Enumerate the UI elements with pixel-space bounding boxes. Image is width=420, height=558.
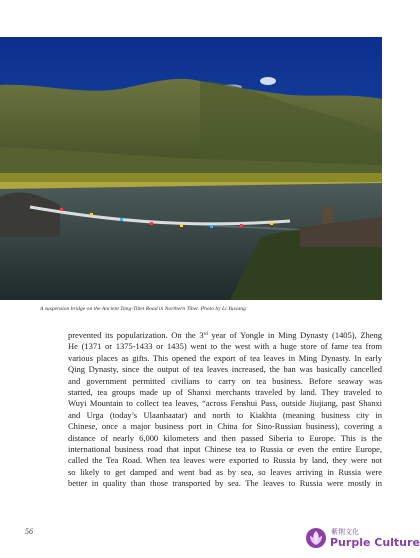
- body-line: international business road that input Chinese tea to Russia or even the entire Europe,: [68, 444, 382, 455]
- brand-chinese-name: 紫荆文化: [331, 528, 359, 536]
- photo-caption: A suspension bridge on the Ancient Tang-Tibet Road in Northern Tibet. Photo by Li Yuxiang: [40, 306, 246, 312]
- body-line: and Urga (today’s Ulaanbaatar) and north to Kiakhta (meaning business city in: [68, 409, 382, 420]
- body-line: Chinese, once a major business port in China for Sino-Russian business), covering a: [68, 421, 382, 432]
- brand-name: Purple Culture: [330, 536, 420, 549]
- purple-culture-logo-icon: [305, 527, 327, 549]
- body-line: and government permitted civilians to carry on tea business. Before seaway was: [68, 375, 382, 386]
- body-line: started, tea groups made up of Shanxi merchants traveled by land. They traveled to: [68, 387, 382, 398]
- body-line: He (1371 or 1375-1433 or 1435) went to the west with a huge store of fame tea from: [68, 341, 382, 352]
- body-text: [68, 330, 382, 490]
- purple-culture-watermark[interactable]: [305, 525, 420, 555]
- landscape-photo-image: [0, 37, 382, 300]
- body-line: better in quality than those transported by sea. The leaves to Russia were mostly in: [68, 478, 382, 489]
- page-number: 56: [25, 527, 33, 536]
- photo-suspension-bridge: [0, 37, 382, 300]
- body-line: distance of nearly 6,000 kilometers and then passed Siberia to Europe. This is the: [68, 432, 382, 443]
- body-line: so likely to get damped and went bad as by sea, so leaves arriving in Russia were: [68, 466, 382, 477]
- body-line: various places as gifts. This opened the export of tea leaves in Ming Dynasty. In early: [68, 352, 382, 363]
- body-line: Qing Dynasty, since the output of tea leaves increased, the ban was basically cancelled: [68, 364, 382, 375]
- body-line: Wuyi Mountain to collect tea leaves, “across Fenshui Pass, outside Jiujiang, past Shanxi: [68, 398, 382, 409]
- body-line: called the Tea Road. When tea leaves were exported to Russia by land, they were not: [68, 455, 382, 466]
- body-line: prevented its popularization. On the 3rd year of Yongle in Ming Dynasty (1405), Zheng: [68, 330, 382, 340]
